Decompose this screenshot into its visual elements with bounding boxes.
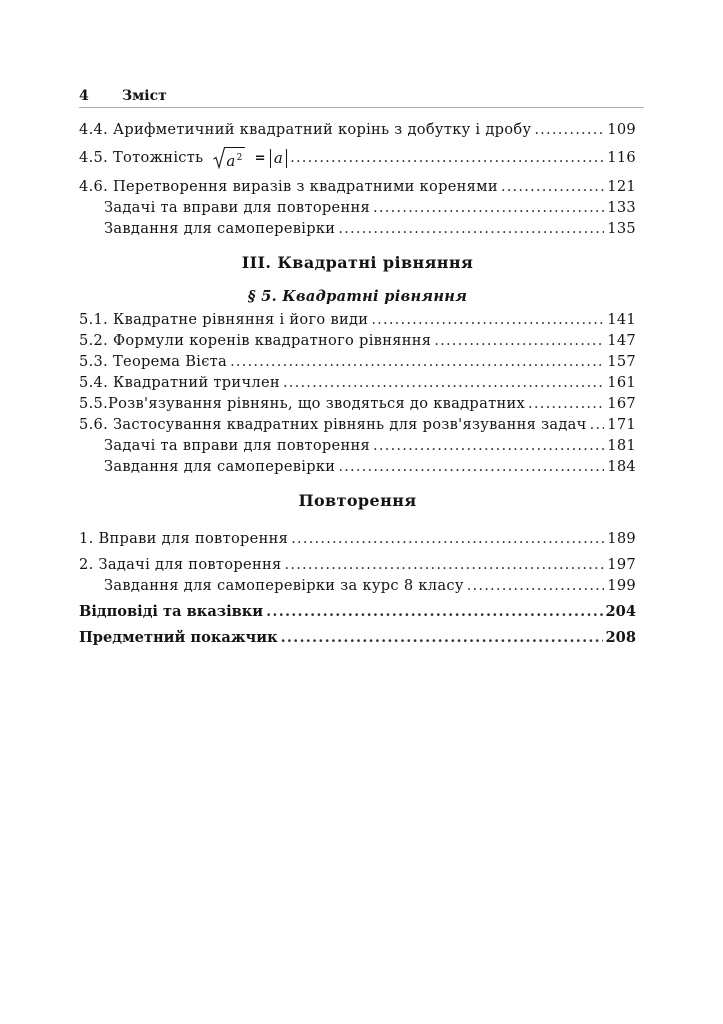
dot-leader: [373, 197, 604, 218]
toc-entry-title: 5.2. Формули коренів квадратного рівняння: [79, 332, 432, 349]
toc-entry[interactable]: [79, 330, 636, 351]
toc-entry-page: 116: [607, 149, 636, 166]
running-head-title: Зміст: [122, 88, 167, 104]
toc-entry-page: 157: [607, 353, 636, 370]
running-head: [79, 87, 644, 108]
section-heading: ІІІ. Квадратні рівняння: [241, 253, 474, 272]
toc-entry-page: 161: [607, 374, 636, 391]
dot-leader: [283, 372, 604, 393]
dot-leader: [266, 601, 602, 622]
toc-entry-title: Відповіді та вказівки: [79, 603, 264, 620]
toc-entry[interactable]: [79, 140, 636, 176]
toc-entry-page: 184: [607, 458, 636, 475]
dot-leader: [528, 393, 604, 414]
toc-entry-title: Задачі та вправи для повторення: [104, 199, 371, 216]
toc-entry-title: 4.4. Арифметичний квадратний корінь з добутку і дробу: [79, 121, 532, 138]
section-heading: Повторення: [298, 491, 417, 510]
dot-leader: [338, 218, 604, 239]
toc-entry[interactable]: [79, 435, 636, 456]
toc-entry[interactable]: [79, 176, 636, 197]
exponent: 2: [236, 152, 243, 163]
page-number: 4: [79, 88, 89, 104]
dot-leader: [281, 627, 603, 648]
toc-entry-title: Предметний покажчик: [79, 629, 278, 646]
square-root: [213, 147, 244, 170]
toc-entry[interactable]: [79, 554, 636, 575]
table-of-contents: [79, 119, 636, 648]
toc-entry[interactable]: [79, 456, 636, 477]
toc-entry[interactable]: [79, 197, 636, 218]
radicand: a: [226, 151, 236, 170]
toc-entry-title: Задачі та вправи для повторення: [104, 437, 371, 454]
toc-entry[interactable]: [79, 309, 636, 330]
toc-entry-page: 135: [607, 220, 636, 237]
dot-leader: [291, 528, 604, 549]
toc-entry-title: Завдання для самоперевірки: [104, 220, 336, 237]
toc-entry[interactable]: [79, 218, 636, 239]
dot-leader: [373, 435, 604, 456]
toc-entry[interactable]: [79, 627, 636, 648]
dot-leader: [290, 140, 604, 176]
toc-entry-page: 133: [607, 199, 636, 216]
toc-entry-title: 4.5. Тотожність $a^2$ = a: [79, 140, 287, 177]
toc-entry-page: 199: [607, 577, 636, 594]
toc-entry[interactable]: [79, 119, 636, 140]
toc-entry-title: 2. Задачі для повторення: [79, 556, 282, 573]
toc-entry-page: 109: [607, 121, 636, 138]
toc-entry-title: 5.6. Застосування квадратних рівнянь для розв'язування задач: [79, 416, 587, 433]
toc-entry-page: 189: [607, 530, 636, 547]
toc-entry-title: Завдання для самоперевірки: [104, 458, 336, 475]
dot-leader: [434, 330, 604, 351]
dot-leader: [501, 176, 604, 197]
toc-entry-page: 121: [607, 178, 636, 195]
toc-entry-title: 5.1. Квадратне рівняння і його види: [79, 311, 369, 328]
toc-entry[interactable]: [79, 351, 636, 372]
dot-leader: [467, 575, 605, 596]
radical-sign-icon: [213, 147, 225, 169]
toc-entry-title: Завдання для самоперевірки за курс 8 класу: [104, 577, 464, 594]
toc-entry[interactable]: [79, 575, 636, 596]
toc-entry-page: 141: [607, 311, 636, 328]
toc-entry-page: 208: [605, 629, 636, 646]
toc-entry-page: 171: [607, 416, 636, 433]
toc-entry-page: 147: [607, 332, 636, 349]
toc-entry-title: 1. Вправи для повторення: [79, 530, 289, 547]
equals-sign: =: [254, 151, 266, 166]
dot-leader: [590, 414, 605, 435]
toc-entry-title: 5.3. Теорема Вієта: [79, 353, 228, 370]
toc-entry-page: 204: [605, 603, 636, 620]
absolute-value: a: [270, 149, 287, 168]
dot-leader: [230, 351, 604, 372]
toc-entry[interactable]: [79, 528, 636, 549]
toc-entry-page: 167: [607, 395, 636, 412]
toc-entry-title: 5.5.Розв'язування рівнянь, що зводяться до квадратних: [79, 395, 526, 412]
toc-entry-title: 5.4. Квадратний тричлен: [79, 374, 280, 391]
toc-entry[interactable]: [79, 414, 636, 435]
toc-entry[interactable]: [79, 393, 636, 414]
toc-entry[interactable]: [79, 372, 636, 393]
toc-entry-page: 181: [607, 437, 636, 454]
toc-entry-page: 197: [607, 556, 636, 573]
toc-entry-title: 4.6. Перетворення виразів з квадратними коренями: [79, 178, 498, 195]
subsection-heading: § 5. Квадратні рівняння: [247, 288, 468, 305]
dot-leader: [338, 456, 604, 477]
dot-leader: [371, 309, 604, 330]
dot-leader: [534, 119, 604, 140]
dot-leader: [285, 554, 605, 575]
toc-entry[interactable]: [79, 601, 636, 622]
